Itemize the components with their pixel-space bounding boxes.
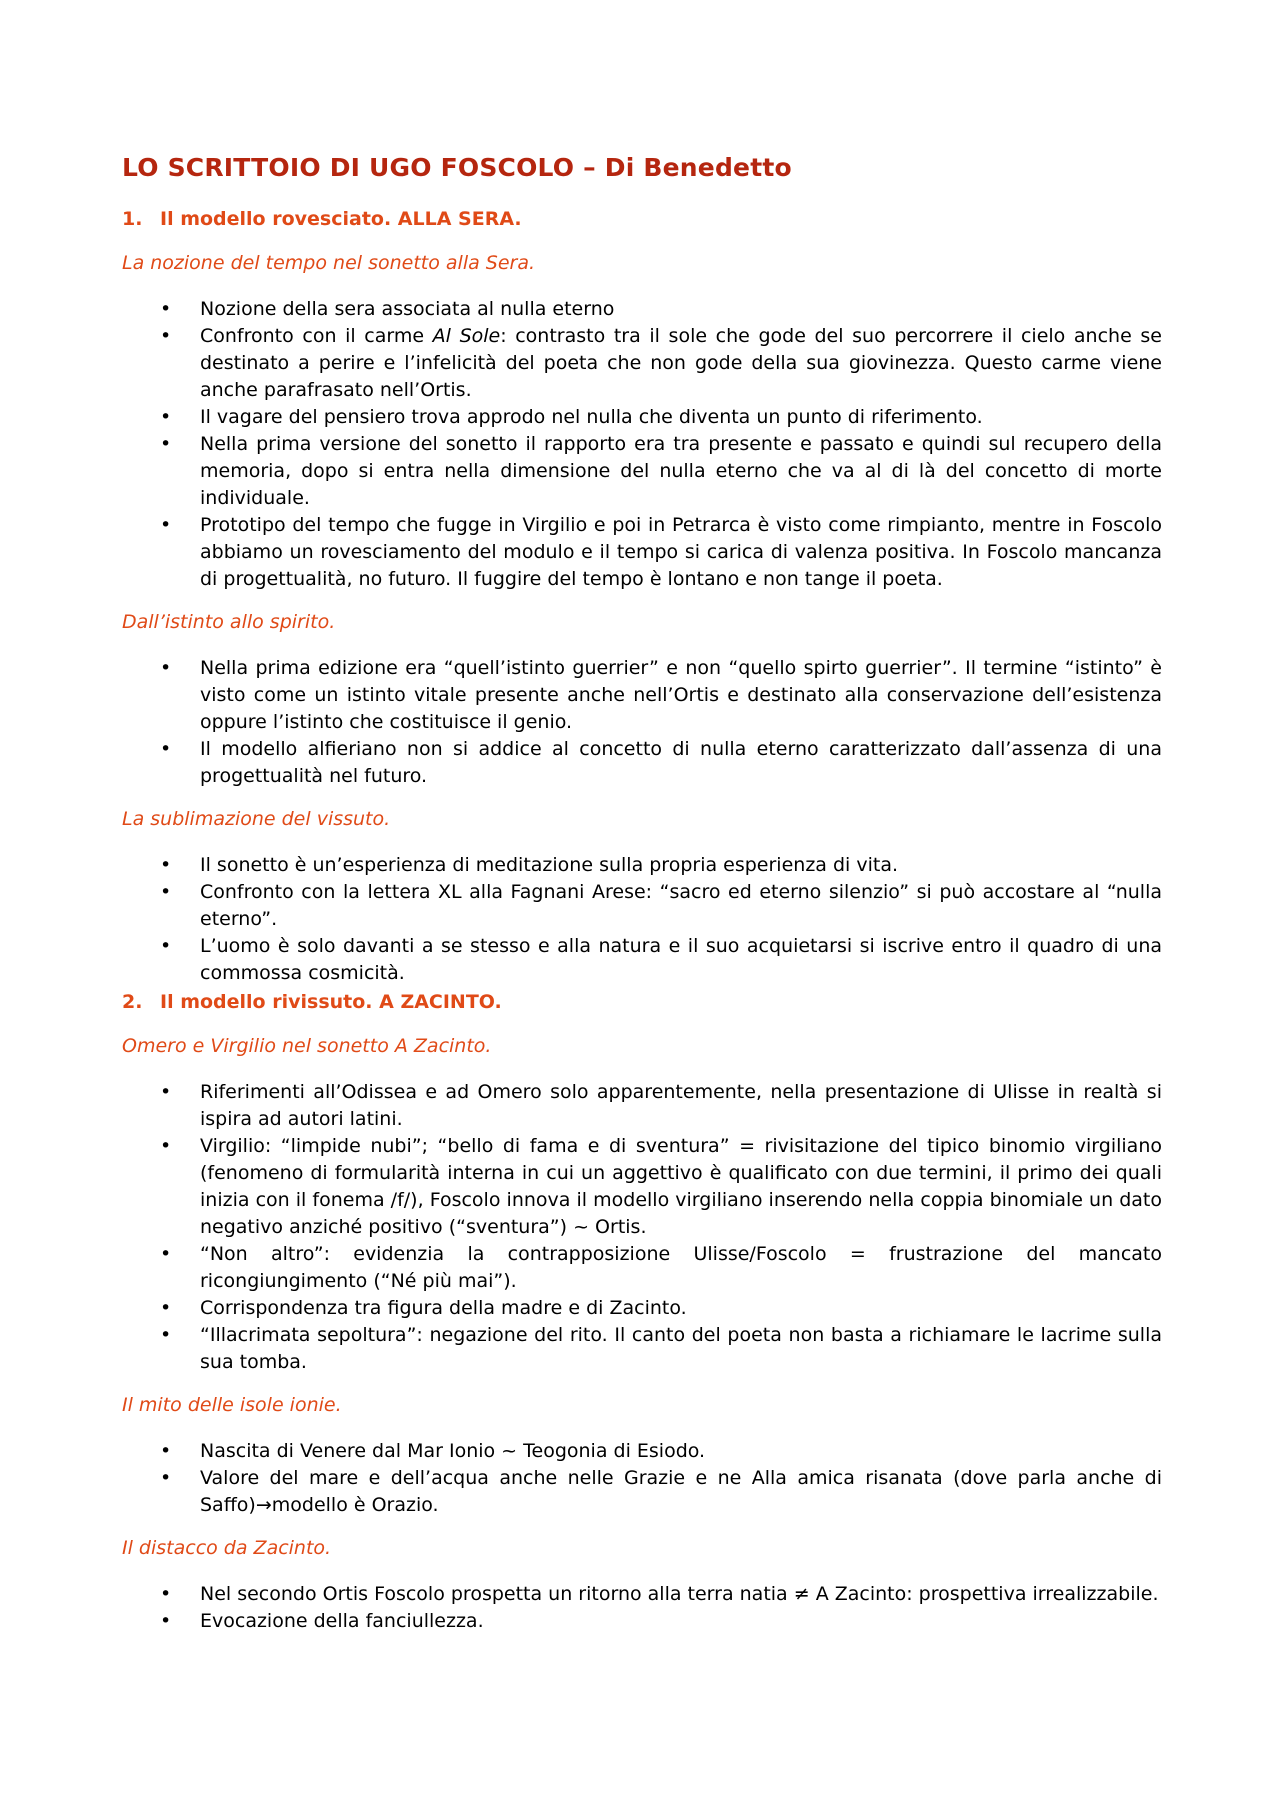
section-number: 2.: [122, 991, 143, 1013]
list-item: [122, 1241, 1162, 1295]
list-item-text: Nel secondo Ortis Foscolo prospetta un ritorno alla terra natia ≠ A Zacinto: prospettiva irrealizzabile.: [200, 1583, 1159, 1605]
list-item: [122, 655, 1162, 736]
list-item-text: Evocazione della fanciullezza.: [200, 1610, 484, 1632]
bullet-icon: •: [160, 514, 172, 536]
list-item: [122, 1295, 1162, 1322]
bullet-icon: •: [160, 657, 172, 679]
section-title: [122, 206, 1162, 232]
bullet-icon: •: [160, 738, 172, 760]
subsection-heading: La sublimazione del vissuto.: [122, 808, 391, 830]
list-item-text: Nozione della sera associata al nulla eterno: [200, 298, 615, 320]
bullet-list: [122, 1581, 1162, 1635]
bullet-icon: •: [160, 1324, 172, 1346]
list-item: [122, 1608, 1162, 1635]
bullet-icon: •: [160, 298, 172, 320]
bullet-icon: •: [160, 406, 172, 428]
bullet-list: [122, 296, 1162, 593]
list-item: [122, 852, 1162, 879]
list-item-text: Il modello alfieriano non si addice al concetto di nulla eterno caratterizzato dall’assenza di una progettualità nel futuro.: [200, 738, 1162, 787]
section-number: 1.: [122, 208, 143, 230]
list-item-text: Il vagare del pensiero trova approdo nel nulla che diventa un punto di riferimento.: [200, 406, 983, 428]
document-content: [122, 152, 1162, 1651]
list-item: [122, 512, 1162, 593]
bullet-icon: •: [160, 1135, 172, 1157]
list-item: [122, 404, 1162, 431]
list-item: [122, 736, 1162, 790]
section-title: [122, 989, 1162, 1015]
bullet-icon: •: [160, 1467, 172, 1489]
subsection-heading: Dall’istinto allo spirito.: [122, 611, 336, 633]
list-item-text: : contrasto tra il sole che gode del suo percorrere il cielo anche se destinato a perire e l’infelicità del poeta che non gode della sua giovinezza. Questo carme viene anche parafrasato nell’Ortis.: [200, 325, 1162, 401]
list-item: [122, 1438, 1162, 1465]
list-item-text: Nascita di Venere dal Mar Ionio ~ Teogonia di Esiodo.: [200, 1440, 706, 1462]
list-item: [122, 431, 1162, 512]
bullet-icon: •: [160, 1297, 172, 1319]
document-title: LO SCRITTOIO DI UGO FOSCOLO – Di Benedetto: [122, 153, 792, 182]
list-item-text: Prototipo del tempo che fugge in Virgilio e poi in Petrarca è visto come rimpianto, mentre in Foscolo abbiamo un rovesciamento del modulo e il tempo si carica di valenza positiva. In Foscolo mancanza di progettualità, no futuro. Il fuggire del tempo è lontano e non tange il poeta.: [200, 514, 1162, 590]
list-item-text: Nella prima versione del sonetto il rapporto era tra presente e passato e quindi sul recupero della memoria, dopo si entra nella dimensione del nulla eterno che va al di là del concetto di morte individuale.: [200, 433, 1162, 509]
section-title-text: Il modello rivissuto. A ZACINTO.: [160, 991, 502, 1013]
bullet-icon: •: [160, 854, 172, 876]
list-item-text: Confronto con la lettera XL alla Fagnani Arese: “sacro ed eterno silenzio” si può accostare al “nulla eterno”.: [200, 881, 1162, 930]
list-item-text: Confronto con il carme: [200, 325, 433, 347]
list-item: [122, 323, 1162, 404]
list-item-text: “Non altro”: evidenzia la contrapposizione Ulisse/Foscolo = frustrazione del mancato ricongiungimento (“Né più mai”).: [200, 1243, 1162, 1292]
list-item: [122, 933, 1162, 987]
bullet-icon: •: [160, 1440, 172, 1462]
list-item: [122, 1465, 1162, 1519]
list-item-text: “Illacrimata sepoltura”: negazione del rito. Il canto del poeta non basta a richiamare le lacrime sulla sua tomba.: [200, 1324, 1162, 1373]
list-item-emphasis: Al Sole: [432, 325, 501, 347]
subsection-heading: Il mito delle isole ionie.: [122, 1394, 342, 1416]
list-item: [122, 1133, 1162, 1241]
list-item-text: Valore del mare e dell’acqua anche nelle Grazie e ne Alla amica risanata (dove parla anche di Saffo)→modello è Orazio.: [200, 1467, 1162, 1516]
bullet-icon: •: [160, 1243, 172, 1265]
list-item: [122, 1079, 1162, 1133]
bullet-icon: •: [160, 1081, 172, 1103]
list-item-text: Nella prima edizione era “quell’istinto guerrier” e non “quello spirto guerrier”. Il termine “istinto” è visto come un istinto vitale presente anche nell’Ortis e destinato alla conservazione dell’esistenza oppure l’istinto che costituisce il genio.: [200, 657, 1162, 733]
bullet-list: [122, 1438, 1162, 1519]
subsection-heading: La nozione del tempo nel sonetto alla Sera.: [122, 252, 536, 274]
subsection-heading: Omero e Virgilio nel sonetto A Zacinto.: [122, 1035, 492, 1057]
list-item-text: Riferimenti all’Odissea e ad Omero solo apparentemente, nella presentazione di Ulisse in realtà si ispira ad autori latini.: [200, 1081, 1162, 1130]
bullet-list: [122, 655, 1162, 790]
bullet-list: [122, 1079, 1162, 1376]
bullet-list: [122, 852, 1162, 987]
bullet-icon: •: [160, 1583, 172, 1605]
list-item: [122, 1322, 1162, 1376]
list-item-text: Virgilio: “limpide nubi”; “bello di fama e di sventura” = rivisitazione del tipico binomio virgiliano (fenomeno di formularità interna in cui un aggettivo è qualificato con due termini, il primo dei quali inizia con il fonema /f/), Foscolo innova il modello virgiliano inserendo nella coppia binomiale un dato negativo anziché positivo (“sventura”) ~ Ortis.: [200, 1135, 1162, 1238]
bullet-icon: •: [160, 433, 172, 455]
bullet-icon: •: [160, 881, 172, 903]
subsection-heading: Il distacco da Zacinto.: [122, 1537, 332, 1559]
bullet-icon: •: [160, 1610, 172, 1632]
bullet-icon: •: [160, 325, 172, 347]
list-item-text: L’uomo è solo davanti a se stesso e alla natura e il suo acquietarsi si iscrive entro il quadro di una commossa cosmicità.: [200, 935, 1162, 984]
list-item: [122, 1581, 1162, 1608]
section-title-text: Il modello rovesciato. ALLA SERA.: [160, 208, 522, 230]
list-item: [122, 879, 1162, 933]
list-item: [122, 296, 1162, 323]
bullet-icon: •: [160, 935, 172, 957]
list-item-text: Corrispondenza tra figura della madre e di Zacinto.: [200, 1297, 687, 1319]
list-item-text: Il sonetto è un’esperienza di meditazione sulla propria esperienza di vita.: [200, 854, 899, 876]
